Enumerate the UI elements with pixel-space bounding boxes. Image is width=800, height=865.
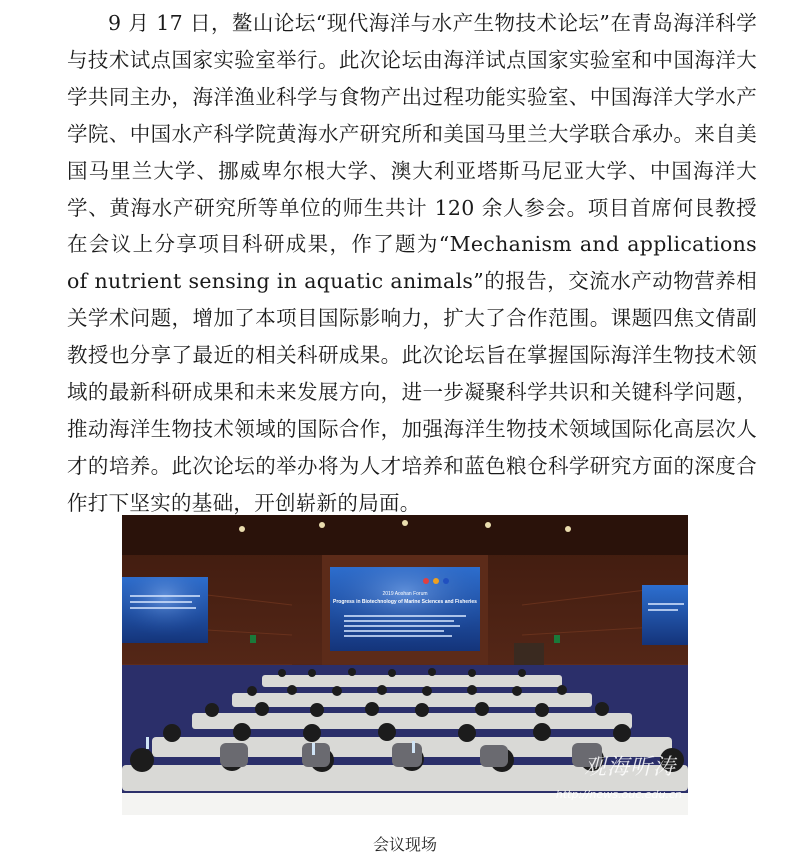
right-side-screen [642, 585, 688, 645]
conference-photo [122, 515, 688, 815]
svg-text:Progress in Biotechnology of M: Progress in Biotechnology of Marine Sciences and Fisheries [333, 599, 477, 605]
svg-text:2019 Aoshan Forum: 2019 Aoshan Forum [382, 591, 428, 597]
watermark-logo: 观海听涛 [583, 755, 676, 780]
watermark-url: http://news.ouc.edu.cn [555, 788, 682, 801]
photo-caption: 会议现场 [372, 835, 437, 854]
article-paragraph: 9 月 17 日，鳌山论坛“现代海洋与水产生物技术论坛”在青岛海洋科学与技术试点国家实验室举行。此次论坛由海洋试点国家实验室和中国海洋大学共同主办，海洋渔业科学与食物产出过程功能实验室、中国海洋大学水产学院、中国水产科学院黄海水产研究所和美国马里兰大学联合承办。来自美国马里兰大学、挪威卑尔根大学、澳大利亚塔斯马尼亚大学、中国海洋大学、黄海水产研究所等单位的师生共计 120 余人参会。项目首席何艮教授在会议上分享项目科研成果，作了题为“Mechanism and applications of nutrient sensing in aquatic animals”的报告，交流水产动物营养相关学术问题，增加了本项目国际影响力，扩大了合作范围。课题四焦文倩副教授也分享了最近的相关科研成果。此次论坛旨在掌握国际海洋生物技术领域的最新科研成果和未来发展方向，进一步凝聚科学共识和关键科学问题，推动海洋生物技术领域的国际合作，加强海洋生物技术领域国际化高层次人才的培养。此次论坛的举办将为人才培养和蓝色粮仓科学研究方面的深度合作打下坚实的基础，开创崭新的局面。 [67, 11, 757, 515]
